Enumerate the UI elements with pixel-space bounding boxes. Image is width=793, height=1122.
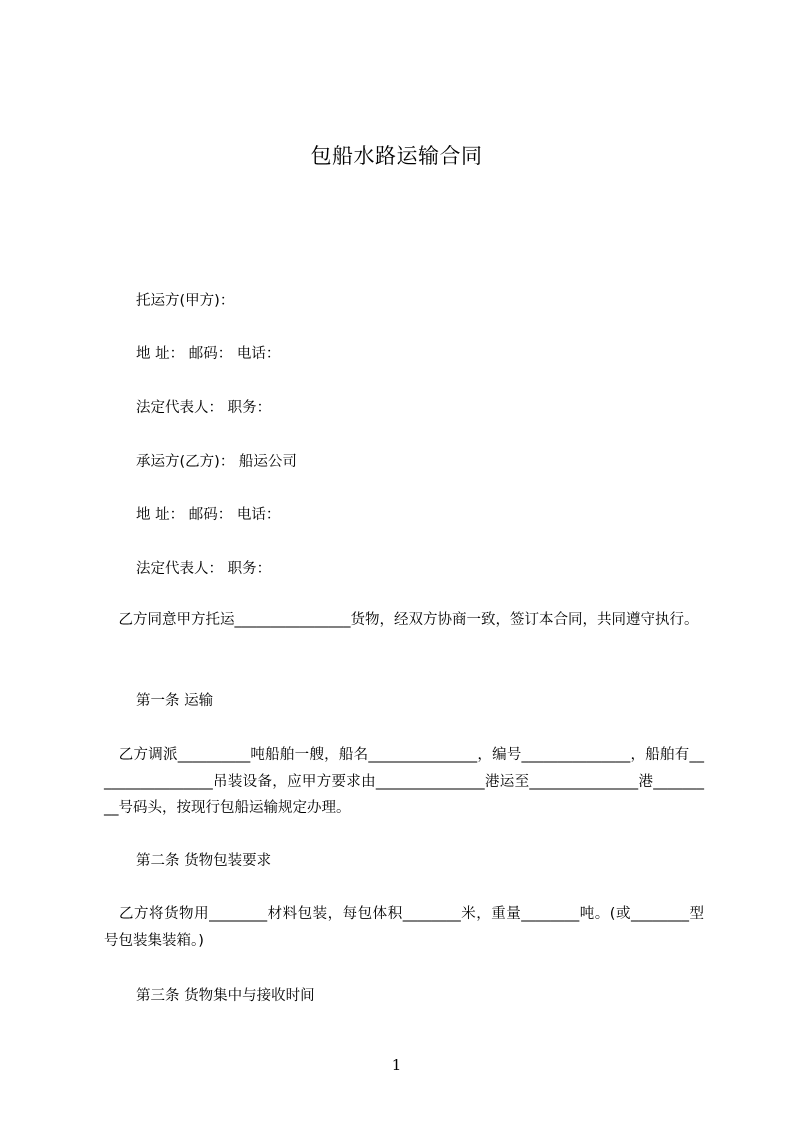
article-1-paragraph: 乙方调派__________吨船舶一艘，船名_______________，编号_______________，船舶有_________________吊装设备，应甲方要求由_______________港运至_______________港_________号码头，按现行包船运输规定办理。 <box>104 747 704 816</box>
party-a-label: 托运方(甲方)： <box>136 293 235 309</box>
party-a-address-line: 地 址： 邮码： 电话： <box>136 346 281 362</box>
article-2-heading: 第二条 货物包装要求 <box>136 853 272 869</box>
article-1-heading: 第一条 运输 <box>136 693 214 709</box>
article-3-heading: 第三条 货物集中与接收时间 <box>136 988 315 1004</box>
document-title: 包船水路运输合同 <box>310 144 483 168</box>
page-number: 1 <box>391 1056 402 1074</box>
party-a-representative-line: 法定代表人： 职务： <box>136 400 272 416</box>
party-b-address-line: 地 址： 邮码： 电话： <box>136 507 281 523</box>
party-b-representative-line: 法定代表人： 职务： <box>136 561 272 577</box>
intro-paragraph: 乙方同意甲方托运________________货物，经双方协商一致，签订本合同，共同遵守执行。 <box>104 612 699 628</box>
article-2-paragraph: 乙方将货物用________材料包装，每包体积________米，重量________吨。(或________型号包装集装箱。) <box>104 906 704 949</box>
party-b-label: 承运方(乙方)： 船运公司 <box>136 454 297 470</box>
